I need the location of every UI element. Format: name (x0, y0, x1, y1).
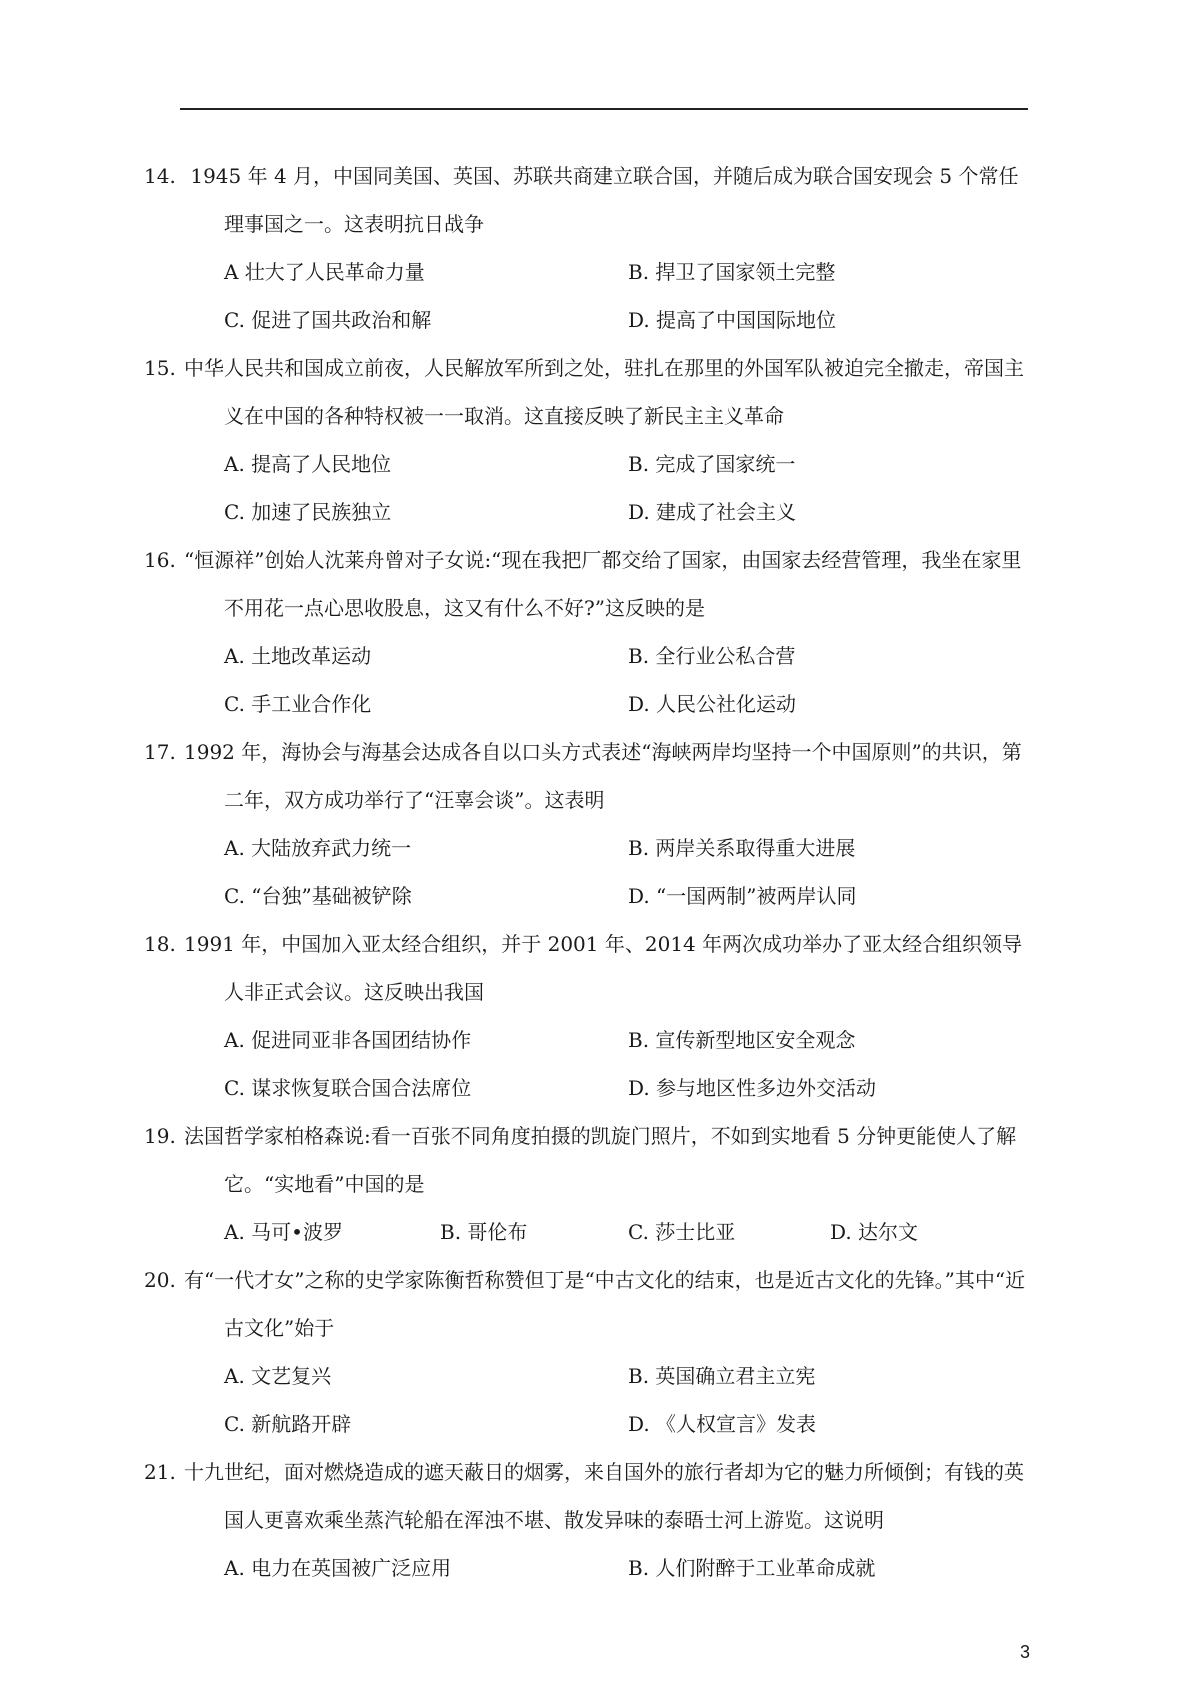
question-18 (144, 920, 1034, 1112)
option-c: C. 新航路开辟 (224, 1412, 352, 1436)
option-c: C. 莎士比亚 (628, 1220, 736, 1244)
option-b: B. 哥伦布 (440, 1220, 528, 1244)
question-stem: 20. 有“一代才女”之称的史学家陈衡哲称赞但丁是“中古文化的结束，也是近古文化的先锋。”其中“近古文化”始于 (144, 1268, 1026, 1340)
question-stem: 14. 1945 年 4 月，中国同美国、英国、苏联共商建立联合国，并随后成为联合国安现会 5 个常任理事国之一。这表明抗日战争 (144, 164, 1019, 236)
option-b: B. 人们附醉于工业革命成就 (628, 1556, 876, 1580)
question-stem: 18. 1991 年，中国加入亚太经合组织，并于 2001 年、2014 年两次成功举办了亚太经合组织领导人非正式会议。这反映出我国 (144, 932, 1023, 1004)
option-a: A. 提高了人民地位 (224, 452, 392, 476)
question-text: 1992 年，海协会与海基会达成各自以口头方式表述“海峡两岸均坚持一个中国原则”的共识，第二年，双方成功举行了“汪辜会谈”。这表明 (184, 740, 1022, 812)
option-d: D. 达尔文 (830, 1220, 919, 1244)
options (184, 632, 1034, 728)
options (184, 440, 1034, 536)
question-text: 法国哲学家柏格森说:看一百张不同角度拍摄的凯旋门照片，不如到实地看 5 分钟更能使人了解它。“实地看”中国的是 (184, 1124, 1017, 1196)
question-text: 十九世纪，面对燃烧造成的遮天蔽日的烟雾，来自国外的旅行者却为它的魅力所倾倒；有钱的英国人更喜欢乘坐蒸汽轮船在浑浊不堪、散发异味的泰晤士河上游览。这说明 (184, 1460, 1024, 1532)
question-text: 1991 年，中国加入亚太经合组织，并于 2001 年、2014 年两次成功举办了亚太经合组织领导人非正式会议。这反映出我国 (184, 932, 1023, 1004)
option-b: B. 宣传新型地区安全观念 (628, 1028, 856, 1052)
question-15 (144, 344, 1034, 536)
options (184, 1016, 1034, 1112)
question-list (144, 152, 1034, 1592)
option-d: D. 建成了社会主义 (628, 500, 797, 524)
option-a: A. 土地改革运动 (224, 644, 372, 668)
option-b: B. 完成了国家统一 (628, 452, 796, 476)
question-stem: 16. “恒源祥”创始人沈莱舟曾对子女说:“现在我把厂都交给了国家，由国家去经营管理，我坐在家里不用花一点心思收股息，这又有什么不好?”这反映的是 (144, 548, 1022, 620)
header-rule (180, 108, 1028, 110)
option-c: C. 手工业合作化 (224, 692, 372, 716)
question-20 (144, 1256, 1034, 1448)
question-text: 1945 年 4 月，中国同美国、英国、苏联共商建立联合国，并随后成为联合国安现会 5 个常任理事国之一。这表明抗日战争 (184, 164, 1019, 236)
question-stem: 19. 法国哲学家柏格森说:看一百张不同角度拍摄的凯旋门照片，不如到实地看 5 分钟更能使人了解它。“实地看”中国的是 (144, 1124, 1017, 1196)
question-stem: 17. 1992 年，海协会与海基会达成各自以口头方式表述“海峡两岸均坚持一个中国原则”的共识，第二年，双方成功举行了“汪辜会谈”。这表明 (144, 740, 1022, 812)
question-text: 中华人民共和国成立前夜，人民解放军所到之处，驻扎在那里的外国军队被迫完全撤走，帝国主义在中国的各种特权被一一取消。这直接反映了新民主主义革命 (184, 356, 1024, 428)
options (184, 248, 1034, 344)
option-b: B. 两岸关系取得重大进展 (628, 836, 856, 860)
option-a: A. 大陆放弃武力统一 (224, 836, 412, 860)
question-text: 有“一代才女”之称的史学家陈衡哲称赞但丁是“中古文化的结束，也是近古文化的先锋。”其中“近古文化”始于 (184, 1268, 1026, 1340)
question-text: “恒源祥”创始人沈莱舟曾对子女说:“现在我把厂都交给了国家，由国家去经营管理，我坐在家里不用花一点心思收股息，这又有什么不好?”这反映的是 (184, 548, 1022, 620)
option-c: C. 促进了国共政治和解 (224, 308, 432, 332)
option-a: A. 电力在英国被广泛应用 (224, 1556, 452, 1580)
options (184, 1352, 1034, 1448)
question-stem: 15. 中华人民共和国成立前夜，人民解放军所到之处，驻扎在那里的外国军队被迫完全撤走，帝国主义在中国的各种特权被一一取消。这直接反映了新民主主义革命 (144, 356, 1024, 428)
option-b: B. 捍卫了国家领土完整 (628, 260, 836, 284)
page-number: 3 (1019, 1642, 1030, 1662)
option-d: D. “一国两制”被两岸认同 (628, 884, 857, 908)
option-c: C. 谋求恢复联合国合法席位 (224, 1076, 472, 1100)
option-c: C. 加速了民族独立 (224, 500, 392, 524)
options (184, 1544, 1034, 1592)
options (184, 824, 1034, 920)
option-c: C. “台独”基础被铲除 (224, 884, 412, 908)
option-a: A. 文艺复兴 (224, 1364, 332, 1388)
option-a: A. 促进同亚非各国团结协作 (224, 1028, 472, 1052)
options (184, 1208, 1034, 1256)
option-b: B. 英国确立君主立宪 (628, 1364, 816, 1388)
question-16 (144, 536, 1034, 728)
question-19 (144, 1112, 1034, 1256)
option-a: A 壮大了人民革命力量 (224, 260, 425, 284)
question-17 (144, 728, 1034, 920)
option-d: D. 《人权宣言》发表 (628, 1412, 817, 1436)
option-d: D. 人民公社化运动 (628, 692, 797, 716)
question-21 (144, 1448, 1034, 1592)
question-stem: 21. 十九世纪，面对燃烧造成的遮天蔽日的烟雾，来自国外的旅行者却为它的魅力所倾倒；有钱的英国人更喜欢乘坐蒸汽轮船在浑浊不堪、散发异味的泰晤士河上游览。这说明 (144, 1460, 1024, 1532)
option-d: D. 提高了中国国际地位 (628, 308, 837, 332)
option-a: A. 马可•波罗 (224, 1220, 343, 1244)
option-b: B. 全行业公私合营 (628, 644, 796, 668)
question-14 (144, 152, 1034, 344)
option-d: D. 参与地区性多边外交活动 (628, 1076, 877, 1100)
